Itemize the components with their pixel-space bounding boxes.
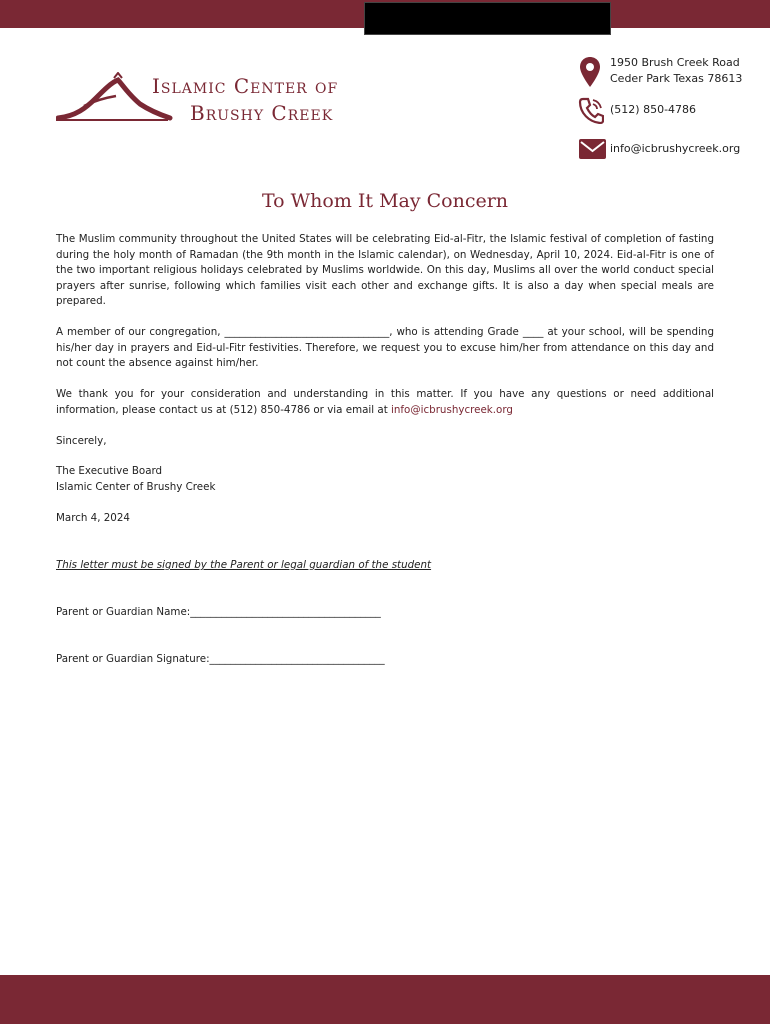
paragraph-3-text: We thank you for your consideration and understanding in this matter. If you have any questions or need additional information, please contact us at (512) 850-4786 or via email at [56,388,714,416]
envelope-icon [579,139,606,159]
guardian-name-field[interactable]: Parent or Guardian Name:_____________________________________ [56,606,381,618]
inline-email-link[interactable]: info@icbrushycreek.org [391,403,513,416]
guardian-signature-field[interactable]: Parent or Guardian Signature:__________________________________ [56,653,385,665]
phone-icon [578,96,604,124]
phone-number: (512) 850-4786 [610,103,697,116]
org-name-line2: Brushy Creek [190,101,334,125]
signer-line1: The Executive Board [56,465,163,477]
email-address: info@icbrushycreek.org [610,142,741,155]
redaction-box [364,2,611,35]
signer-line2: Islamic Center of Brushy Creek [56,481,216,493]
footer-band [0,975,770,1024]
location-pin-icon [579,56,601,88]
address-line2: Ceder Park Texas 78613 [610,72,743,85]
letter-date: March 4, 2024 [56,512,130,524]
signature-note: This letter must be signed by the Parent or legal guardian of the student [56,559,432,571]
org-name-line1: Islamic Center of [152,74,339,98]
letter-title: To Whom It May Concern [261,190,509,212]
paragraph-3 [56,387,714,418]
paragraph-2: A member of our congregation, ________________________________, who is attending Grade ____ at your school, will be spending his/her day in prayers and Eid-ul-Fitr festivities. Therefore, we request you to excuse him/her from attendance on this day and not count the absence against him/her. [56,326,714,370]
address-line1: 1950 Brush Creek Road [610,56,740,69]
closing: Sincerely, [56,435,107,447]
paragraph-1: The Muslim community throughout the United States will be celebrating Eid-al-Fitr, the Islamic festival of completion of fasting during the holy month of Ramadan (the 9th month in the Islamic calendar), on Wednesday, April 10, 2024. Eid-al-Fitr is one of the two important religious holidays celebrated by Muslims worldwide. On this day, Muslims all over the world conduct special prayers after sunrise, following which families visit each other and exchange gifts. It is also a day when special meals are prepared. [56,233,714,308]
